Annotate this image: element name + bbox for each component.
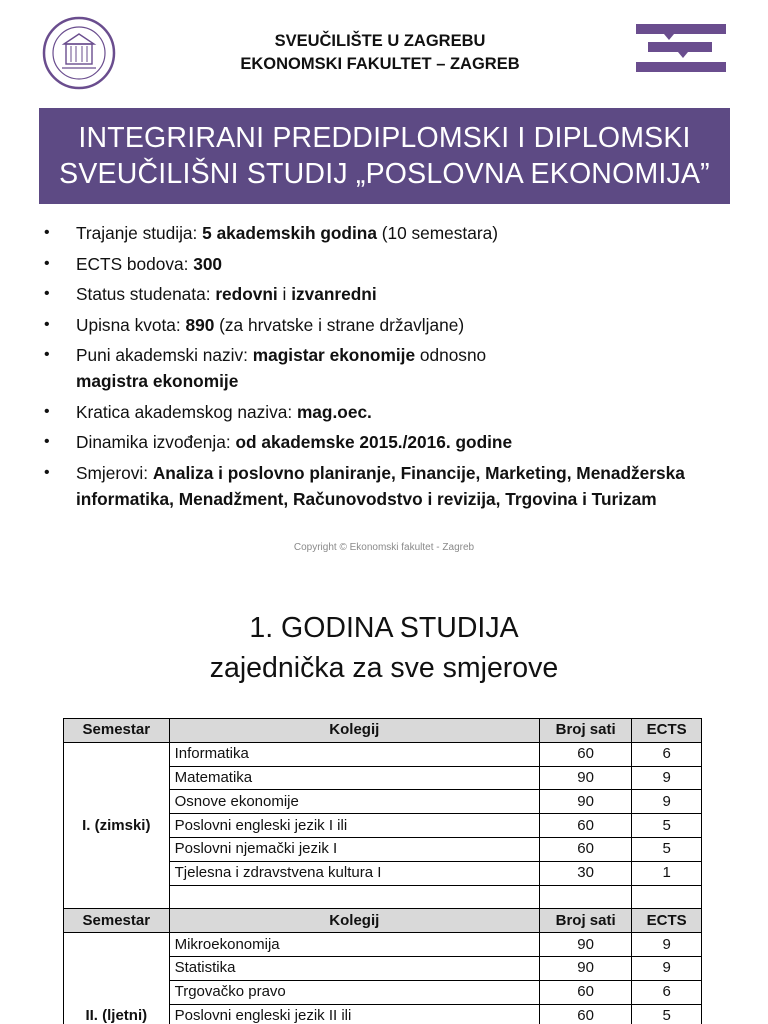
- ects-cell: 9: [632, 933, 702, 957]
- column-header-semester: Semestar: [64, 719, 170, 743]
- column-header-ects: ECTS: [632, 719, 702, 743]
- column-header-course: Kolegij: [169, 909, 539, 933]
- course-cell: Trgovačko pravo: [169, 980, 539, 1004]
- section-title-line-2: zajednička za sve smjerove: [209, 652, 559, 684]
- semester-cell: II. (ljetni): [64, 933, 170, 1024]
- course-cell: Informatika: [169, 742, 539, 766]
- ects-cell: [632, 885, 702, 909]
- column-header-course: Kolegij: [169, 719, 539, 743]
- table-header-row: [64, 719, 702, 743]
- hours-cell: 90: [539, 956, 631, 980]
- bullet-icon: •: [44, 463, 50, 481]
- list-item: • ECTS bodova: 300: [44, 251, 744, 277]
- hours-cell: 60: [539, 814, 631, 838]
- university-name: SVEUČILIŠTE U ZAGREBU: [274, 32, 486, 50]
- hours-cell: 30: [539, 861, 631, 885]
- list-item: • Upisna kvota: 890 (za hrvatske i strane državljane): [44, 312, 744, 338]
- institution-header: [190, 30, 570, 76]
- bullet-icon: •: [44, 224, 50, 241]
- course-cell: [169, 885, 539, 909]
- hours-cell: 60: [539, 980, 631, 1004]
- ects-cell: 9: [632, 766, 702, 790]
- ects-cell: 6: [632, 980, 702, 1004]
- list-item: • Trajanje studija: 5 akademskih godina (10 semestara): [44, 220, 744, 246]
- banner-line-2: SVEUČILIŠNI STUDIJ „POSLOVNA EKONOMIJA”: [59, 158, 710, 190]
- hours-cell: 60: [539, 837, 631, 861]
- table-row: [64, 742, 702, 766]
- hours-cell: [539, 885, 631, 909]
- ects-cell: 5: [632, 1004, 702, 1024]
- list-item: • Smjerovi: Analiza i poslovno planiranje, Financije, Marketing, Menadžerska informatika, Menadžment, Računovodstvo i revizija, Trgovina i Turizam: [44, 460, 744, 512]
- list-item: • Status studenata: redovni i izvanredni: [44, 281, 744, 307]
- hours-cell: 90: [539, 766, 631, 790]
- column-header-ects: ECTS: [632, 909, 702, 933]
- faculty-name: EKONOMSKI FAKULTET – ZAGREB: [240, 55, 520, 73]
- bullet-icon: •: [44, 254, 50, 272]
- column-header-semester: Semestar: [64, 909, 170, 933]
- list-item: • Puni akademski naziv: magistar ekonomije odnosno magistra ekonomije: [44, 342, 744, 394]
- column-header-hours: Broj sati: [539, 909, 631, 933]
- hours-cell: 60: [539, 742, 631, 766]
- course-cell: Poslovni engleski jezik II ili: [169, 1004, 539, 1024]
- table-row: [64, 933, 702, 957]
- course-cell: Poslovni njemački jezik I: [169, 837, 539, 861]
- bullet-icon: •: [44, 346, 50, 363]
- ects-cell: 9: [632, 956, 702, 980]
- course-cell: Tjelesna i zdravstvena kultura I: [169, 861, 539, 885]
- course-cell: Matematika: [169, 766, 539, 790]
- section-title: [0, 608, 768, 688]
- ects-cell: 5: [632, 814, 702, 838]
- course-cell: Osnove ekonomije: [169, 790, 539, 814]
- copyright-footer: Copyright © Ekonomski fakultet - Zagreb: [293, 542, 475, 553]
- ects-cell: 9: [632, 790, 702, 814]
- course-cell: Poslovni engleski jezik I ili: [169, 814, 539, 838]
- bullet-icon: •: [44, 285, 50, 302]
- semester-cell: I. (zimski): [64, 742, 170, 909]
- bullet-icon: •: [44, 402, 50, 420]
- column-header-hours: Broj sati: [539, 719, 631, 743]
- list-item: • Dinamika izvođenja: od akademske 2015./2016. godine: [44, 429, 744, 455]
- hours-cell: 90: [539, 933, 631, 957]
- banner-line-1: INTEGRIRANI PREDDIPLOMSKI I DIPLOMSKI: [78, 122, 691, 154]
- bullet-icon: •: [44, 315, 50, 333]
- faculty-logo-icon: [634, 22, 726, 80]
- program-facts-list: [44, 220, 744, 516]
- course-table: [63, 718, 702, 1024]
- course-cell: Mikroekonomija: [169, 933, 539, 957]
- bullet-icon: •: [44, 433, 50, 450]
- hours-cell: 60: [539, 1004, 631, 1024]
- program-title-banner: [39, 108, 730, 204]
- ects-cell: 1: [632, 861, 702, 885]
- table-header-row: [64, 909, 702, 933]
- course-cell: Statistika: [169, 956, 539, 980]
- section-title-line-1: 1. GODINA STUDIJA: [249, 612, 519, 644]
- hours-cell: 90: [539, 790, 631, 814]
- ects-cell: 5: [632, 837, 702, 861]
- university-seal-icon: [42, 16, 116, 90]
- list-item: • Kratica akademskog naziva: mag.oec.: [44, 399, 744, 425]
- ects-cell: 6: [632, 742, 702, 766]
